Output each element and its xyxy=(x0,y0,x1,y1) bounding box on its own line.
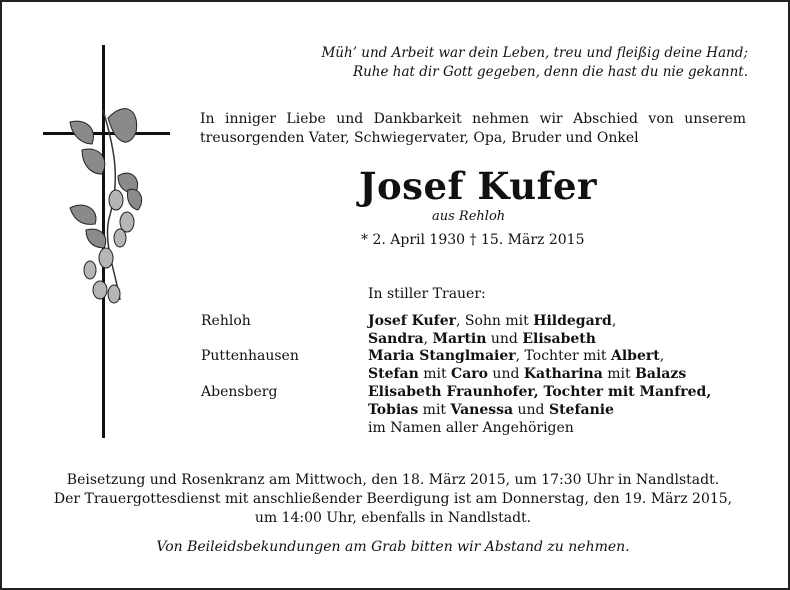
mourner-line xyxy=(368,313,616,329)
cross-with-hops-icon xyxy=(30,40,170,440)
poem-line-1: Müh’ und Arbeit war dein Leben, treu und fleißig deine Hand; xyxy=(321,45,748,61)
mourner-text: , xyxy=(611,313,617,329)
mourner-text: und xyxy=(486,331,523,347)
mourner-text: , xyxy=(659,348,665,364)
mourner-line xyxy=(368,348,664,364)
deceased-name: Josef Kufer xyxy=(359,164,598,208)
mourner-name: Martin xyxy=(432,331,487,347)
mourner-line xyxy=(368,420,574,436)
mourner-text: und xyxy=(487,366,524,382)
mourner-name: Josef Kufer xyxy=(368,313,456,329)
funeral-line-2: Der Trauergottesdienst mit anschließender Beerdigung ist am Donnerstag, den 19. März 2015, xyxy=(53,491,733,507)
mourner-line xyxy=(368,402,614,418)
funeral-line-1: Beisetzung und Rosenkranz am Mittwoch, den 18. März 2015, um 17:30 Uhr in Nandlstadt. xyxy=(66,472,720,488)
mourner-line xyxy=(368,366,686,382)
mourner-name: Elisabeth xyxy=(522,331,596,347)
intro-text: In inniger Liebe und Dankbarkeit nehmen wir Abschied von unserem treusorgenden Vater, Schwiegervater, Opa, Bruder und Onkel xyxy=(200,111,746,146)
mourner-name: Vanessa xyxy=(450,402,514,418)
mourner-line xyxy=(368,384,711,400)
mourner-name: Tobias xyxy=(368,402,419,418)
mourner-text: mit xyxy=(418,366,452,382)
mourner-text: mit xyxy=(418,402,451,418)
mourner-name: Caro xyxy=(451,366,488,382)
closing-note: Von Beileidsbekundungen am Grab bitten wir Abstand zu nehmen. xyxy=(156,539,630,555)
mourner-text: , Sohn mit xyxy=(456,313,534,329)
place-puttenhausen: Puttenhausen xyxy=(201,348,299,364)
place-rehloh: Rehloh xyxy=(201,313,251,329)
mourner-name: Stefanie xyxy=(548,402,614,418)
deceased-origin: aus Rehloh xyxy=(432,209,506,224)
deceased-dates: * 2. April 1930 † 15. März 2015 xyxy=(361,232,585,248)
mourner-text: im Namen aller Angehörigen xyxy=(368,420,574,436)
mourner-name: Balazs xyxy=(635,366,687,382)
mourner-name: Albert xyxy=(610,348,660,364)
mourner-text: und xyxy=(513,402,549,418)
mourner-name: Katharina xyxy=(523,366,603,382)
place-abensberg: Abensberg xyxy=(201,384,278,400)
mourner-text: mit xyxy=(602,366,636,382)
mourner-name: Maria Stanglmaier xyxy=(368,348,516,364)
mourner-name: Sandra xyxy=(368,331,424,347)
mourner-text: , xyxy=(423,331,433,347)
mourner-name: Hildegard xyxy=(533,313,612,329)
funeral-line-3: um 14:00 Uhr, ebenfalls in Nandlstadt. xyxy=(254,510,532,526)
mourner-text: , Tochter mit xyxy=(515,348,611,364)
poem-line-2: Ruhe hat dir Gott gegeben, denn die hast du nie gekannt. xyxy=(352,64,748,80)
mourner-line xyxy=(368,331,596,347)
mourner-name: Stefan xyxy=(368,366,419,382)
mourner-name: Elisabeth Fraunhofer, Tochter mit Manfred, xyxy=(368,384,712,400)
mourning-heading: In stiller Trauer: xyxy=(368,286,486,302)
